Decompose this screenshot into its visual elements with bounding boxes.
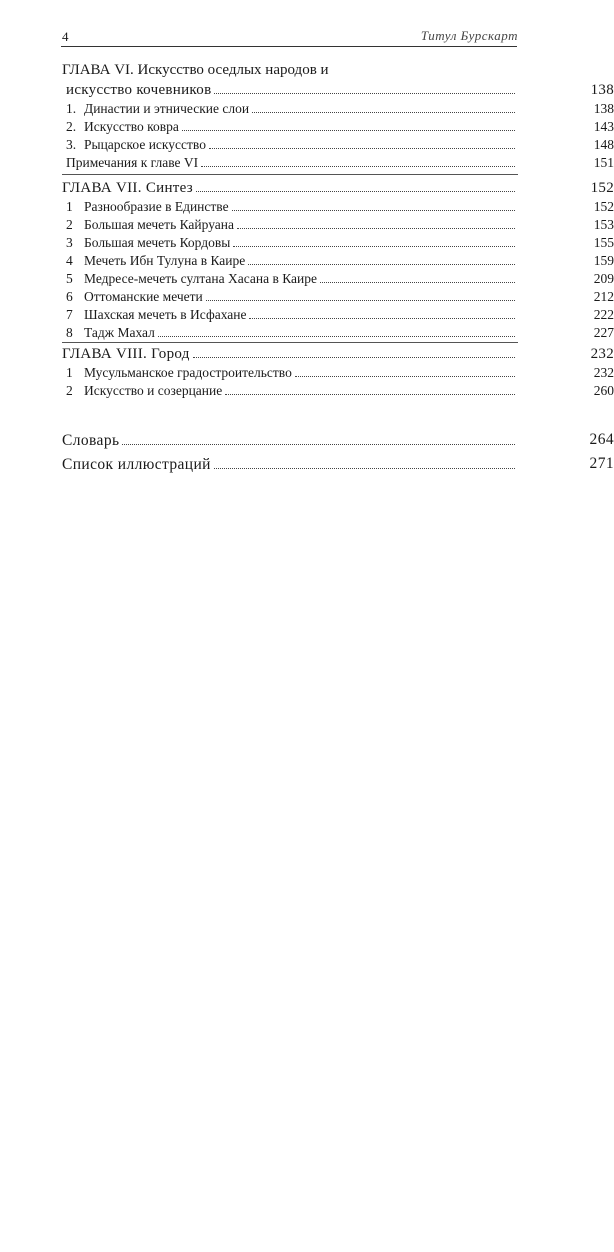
toc-entry (62, 100, 614, 118)
entry-title: Большая мечеть Кайруана (84, 217, 234, 232)
chapter-6-title-line (62, 80, 614, 100)
chapter-8-title-line (62, 344, 614, 364)
entry-title: Искусство и созерцание (84, 383, 223, 398)
toc-entry (62, 198, 614, 216)
entry-page: 143 (593, 119, 614, 134)
chapter-7-title-line (62, 178, 614, 198)
entry-page: 159 (593, 253, 614, 268)
chapter-7-section (62, 178, 614, 342)
chapter-6-title: ГЛАВА VI. Искусство оседлых народов и (62, 62, 329, 78)
entry-number: 4 (66, 253, 73, 268)
entry-title: Рыцарское искусство (84, 137, 206, 152)
toc-entry (62, 382, 614, 400)
toc-entry (62, 136, 614, 154)
entry-title: Искусство ковра (84, 119, 179, 134)
section-divider (62, 174, 518, 175)
entry-title: Тадж Махал (84, 325, 155, 340)
entry-page: 271 (589, 455, 614, 472)
entry-title: Мечеть Ибн Тулуна в Каире (84, 253, 246, 268)
entry-number: 1. (66, 101, 77, 116)
toc-entry (62, 324, 614, 342)
entry-page: 232 (593, 365, 614, 380)
page-number: 4 (62, 29, 69, 44)
entry-page: 209 (593, 271, 614, 286)
entry-number: 2 (66, 383, 73, 398)
chapter-8-title: ГЛАВА VIII. Город (62, 346, 190, 362)
toc-entry (62, 118, 614, 136)
back-matter (62, 428, 614, 476)
entry-number: 3 (66, 235, 73, 250)
entry-page: 155 (593, 235, 614, 250)
header-rule (61, 46, 517, 47)
entry-page: 152 (593, 199, 614, 214)
entry-number: 7 (66, 307, 73, 322)
toc-entry (62, 288, 614, 306)
entry-page: 151 (593, 155, 614, 170)
running-head: Титул Бурскарт (420, 28, 518, 43)
toc-entry (62, 234, 614, 252)
entry-title: Мусульманское градостроительство (84, 365, 292, 380)
chapter-7-title: ГЛАВА VII. Синтез (62, 180, 193, 196)
entry-number: 3. (66, 137, 77, 152)
entry-page: 222 (593, 307, 614, 322)
chapter-8-section (62, 344, 614, 400)
entry-title: Список иллюстраций (62, 456, 211, 473)
entry-number: 6 (66, 289, 73, 304)
entry-title: Шахская мечеть в Исфахане (84, 307, 247, 322)
entry-page: 153 (593, 217, 614, 232)
entry-page: 138 (593, 101, 614, 116)
entry-number: 5 (66, 271, 73, 286)
chapter-7-page: 152 (590, 180, 614, 196)
entry-page: 227 (593, 325, 614, 340)
entry-number: 1 (66, 199, 73, 214)
entry-title: Оттоманские мечети (84, 289, 203, 304)
toc-entry (62, 364, 614, 382)
toc-entry-illustrations (62, 452, 614, 476)
entry-number: 8 (66, 325, 73, 340)
entry-title: Примечания к главе VI (66, 155, 199, 170)
entry-page: 212 (593, 289, 614, 304)
section-divider (62, 342, 518, 343)
entry-title: Словарь (62, 432, 120, 449)
entry-title: Династии и этнические слои (84, 101, 250, 116)
entry-number: 2. (66, 119, 77, 134)
chapter-6-page: 138 (590, 82, 614, 98)
toc-entry (62, 306, 614, 324)
entry-title: Большая мечеть Кордовы (84, 235, 231, 250)
chapter-6-section (62, 60, 614, 172)
entry-page: 260 (593, 383, 614, 398)
toc-entry (62, 216, 614, 234)
toc-entry-notes (62, 154, 614, 172)
entry-title: Медресе-мечеть султана Хасана в Каире (84, 271, 318, 286)
chapter-6-title-cont: искусство кочевников (66, 82, 212, 98)
toc-entry (62, 252, 614, 270)
entry-title: Разнообразие в Единстве (84, 199, 229, 214)
toc-entry-glossary (62, 428, 614, 452)
entry-page: 148 (593, 137, 614, 152)
toc-entry (62, 270, 614, 288)
entry-number: 1 (66, 365, 73, 380)
entry-number: 2 (66, 217, 73, 232)
entry-page: 264 (589, 431, 614, 448)
chapter-8-page: 232 (590, 346, 614, 362)
